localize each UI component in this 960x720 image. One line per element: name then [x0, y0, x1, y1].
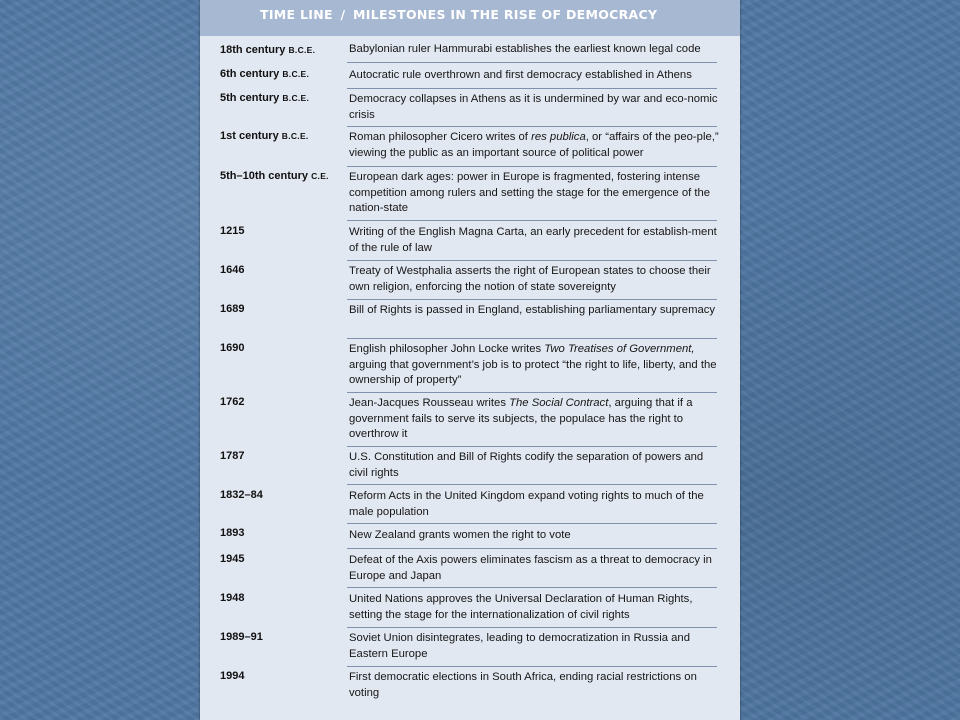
timeline-event: Bill of Rights is passed in England, establishing parliamentary supremacy — [349, 304, 716, 316]
timeline-event: Reform Acts in the United Kingdom expand voting rights to much of the male population — [349, 490, 704, 518]
timeline-heading: MILESTONES IN THE RISE OF DEMOCRACY — [353, 7, 658, 22]
title-separator: / — [340, 7, 346, 22]
timeline-event: Democracy collapses in Athens as it is undermined by war and eco-nomic crisis — [349, 93, 718, 121]
row-divider — [347, 62, 717, 63]
timeline-date: 1994 — [220, 670, 245, 682]
timeline-event: English philosopher John Locke writes Two Treatises of Government, arguing that government’s job is to protect “the right to life, liberty, and the ownership of property” — [349, 343, 717, 386]
row-divider — [347, 260, 717, 261]
timeline-header — [200, 0, 740, 36]
timeline-title — [260, 7, 657, 22]
timeline-event: Soviet Union disintegrates, leading to democratization in Russia and Eastern Europe — [349, 632, 690, 660]
row-divider — [347, 88, 717, 89]
timeline-event: Babylonian ruler Hammurabi establishes the earliest known legal code — [349, 43, 701, 55]
timeline-event: United Nations approves the Universal Declaration of Human Rights, setting the stage for the internationalization of civil rights — [349, 593, 693, 621]
timeline-date: 1689 — [220, 303, 245, 315]
timeline-date: 1690 — [220, 342, 245, 354]
timeline-date: 1787 — [220, 450, 245, 462]
timeline-date: 18th century B.C.E. — [220, 44, 316, 56]
textbook-page — [200, 0, 740, 720]
timeline-date: 5th century B.C.E. — [220, 92, 310, 104]
timeline-date: 1646 — [220, 264, 245, 276]
timeline-event: Defeat of the Axis powers eliminates fascism as a threat to democracy in Europe and Japan — [349, 554, 712, 582]
timeline-date: 1215 — [220, 225, 245, 237]
row-divider — [347, 523, 717, 524]
row-divider — [347, 484, 717, 485]
timeline-date: 1832–84 — [220, 489, 263, 501]
row-divider — [347, 299, 717, 300]
timeline-date: 5th–10th century C.E. — [220, 170, 329, 182]
row-divider — [347, 166, 717, 167]
row-divider — [347, 338, 717, 339]
timeline-date: 1st century B.C.E. — [220, 130, 309, 142]
timeline-event: European dark ages: power in Europe is fragmented, fostering intense competition among rulers and setting the stage for the emergence of the nation-state — [349, 171, 711, 214]
timeline-event: Treaty of Westphalia asserts the right of European states to choose their own religion, enforcing the notion of state sovereignty — [349, 265, 711, 293]
row-divider — [347, 666, 717, 667]
row-divider — [347, 446, 717, 447]
timeline-date: 1893 — [220, 527, 245, 539]
timeline-date: 1762 — [220, 396, 245, 408]
timeline-label: TIME LINE — [260, 7, 333, 22]
timeline-event: U.S. Constitution and Bill of Rights codify the separation of powers and civil rights — [349, 451, 704, 479]
row-divider — [347, 627, 717, 628]
row-divider — [347, 548, 717, 549]
timeline-date: 1945 — [220, 553, 245, 565]
row-divider — [347, 392, 717, 393]
row-divider — [347, 220, 717, 221]
timeline-event: Jean-Jacques Rousseau writes The Social Contract, arguing that if a government fails to serve its subjects, the populace has the right to overthrow it — [349, 397, 693, 440]
timeline-date: 1989–91 — [220, 631, 263, 643]
timeline-date: 1948 — [220, 592, 245, 604]
timeline-event: Roman philosopher Cicero writes of res publica, or “affairs of the peo-ple,” viewing the public as an important source of political power — [349, 131, 719, 159]
row-divider — [347, 126, 717, 127]
timeline-event: New Zealand grants women the right to vote — [349, 529, 571, 541]
timeline-event: First democratic elections in South Africa, ending racial restrictions on voting — [349, 671, 697, 699]
timeline-event: Autocratic rule overthrown and first democracy established in Athens — [349, 69, 692, 81]
row-divider — [347, 587, 717, 588]
timeline-event: Writing of the English Magna Carta, an early precedent for establish-ment of the rule of law — [349, 226, 717, 254]
timeline-date: 6th century B.C.E. — [220, 68, 310, 80]
